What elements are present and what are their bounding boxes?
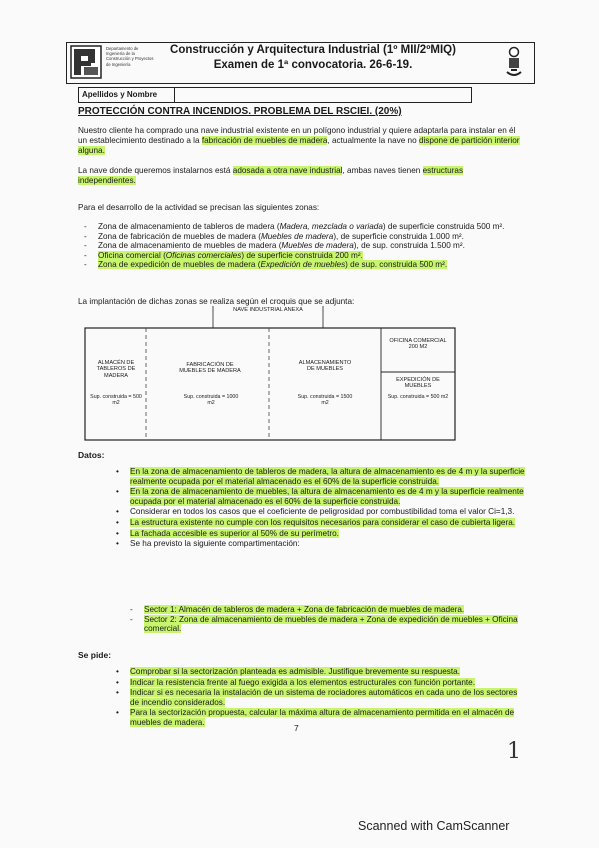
exam-title: Examen de 1ª convocatoria. 26-6-19.	[213, 59, 413, 71]
zones-list	[84, 222, 524, 270]
list-item: - Oficina comercial (Oficinas comerciales) de superficie construida 200 m².	[84, 251, 524, 261]
zone-label: FABRICACIÓN DE MUEBLES DE MADERA	[179, 362, 241, 375]
tasks-list	[116, 667, 526, 729]
list-item: • En la zona de almacenamiento de tableros de madera, la altura de almacenamiento es de 4 m y la superficie realmente ocupada por el material almacenado es el 60% de la superficie construida.	[116, 467, 526, 486]
handwritten-number: 1	[507, 739, 521, 764]
zone-label: OFICINA COMERCIAL 200 M2	[389, 338, 447, 351]
page-number: 7	[294, 723, 299, 733]
zone-label: EXPEDICIÓN DE MUEBLES	[396, 377, 440, 390]
zone-area: Sup. construida = 1500 m2	[297, 394, 353, 407]
zone-label: ALMACÉN DE TABLEROS DE MADERA	[96, 360, 136, 379]
intro-paragraph: Nuestro cliente ha comprado una nave industrial existente en un polígono industrial y quiere adaptarla para instalar en él un establecimiento destinado a la fabricación de muebles de madera, actualmente la nave no dispone de partición interior alguna.	[78, 126, 520, 156]
zone-area: Sup. construida = 1000 m2	[183, 394, 239, 407]
section-title: PROTECCIÓN CONTRA INCENDIOS. PROBLEMA DEL RSCIEI. (20%)	[78, 106, 402, 117]
list-item: • Considerar en todos los casos que el coeficiente de peligrosidad por combustibilidad toma el valor Ci=1,3.	[116, 507, 526, 517]
list-item: • Para la sectorización propuesta, calcular la máxima altura de almacenamiento permitida en el almacén de muebles de madera.	[116, 708, 526, 727]
course-title: Construcción y Arquitectura Industrial (1º MII/2ºMIQ)	[170, 44, 456, 56]
list-item: - Zona de almacenamiento de tableros de madera (Madera, mezclada o variada) de superficie construida 500 m².	[84, 222, 524, 232]
sector-list	[130, 605, 525, 634]
list-item: - Sector 2: Zona de almacenamiento de muebles de madera + Zona de expedición de muebles + Oficina comercial.	[130, 615, 525, 634]
sketch-intro: La implantación de dichas zonas se realiza según el croquis que se adjunta:	[78, 297, 355, 306]
scanner-watermark: Scanned with CamScanner	[358, 819, 510, 833]
department-name: Departamento de Ingeniería de la Construcción y Proyectos de Ingeniería	[106, 46, 154, 67]
tasks-heading: Se pide:	[78, 650, 112, 660]
person-icon	[503, 46, 525, 78]
list-item: • La fachada accesible es superior al 50% de su perímetro.	[116, 529, 526, 539]
zone-area: Sup. construida = 500 m2	[90, 394, 142, 407]
name-field[interactable]	[78, 87, 472, 103]
zone-area: Sup. construida = 500 m2	[387, 394, 449, 400]
list-item: • En la zona de almacenamiento de muebles, la altura de almacenamiento es de 4 m y la superficie realmente ocupada por el material almacenado es el 60% de la superficie construida.	[116, 487, 526, 506]
list-item: • Indicar la resistencia frente al fuego exigida a los elementos estructurales con función portante.	[116, 678, 526, 688]
data-list	[116, 467, 526, 550]
list-item: • Se ha previsto la siguiente compartimentación:	[116, 539, 526, 549]
zone-label: ALMACENAMIENTO DE MUEBLES	[298, 360, 352, 373]
floor-plan-sketch	[83, 306, 458, 446]
list-item: - Sector 1: Almacén de tableros de madera + Zona de fabricación de muebles de madera.	[130, 605, 525, 615]
list-item: - Zona de expedición de muebles de madera (Expedición de muebles) de sup. construida 500 m².	[84, 260, 524, 270]
neighbor-building-label: NAVE INDUSTRIAL ANEXA	[233, 307, 303, 313]
name-field-label: Apellidos y Nombre	[79, 88, 175, 102]
list-item: - Zona de fabricación de muebles de madera (Muebles de madera), de superficie construida 1.000 m².	[84, 232, 524, 242]
zones-intro: Para el desarrollo de la actividad se precisan las siguientes zonas:	[78, 203, 320, 212]
list-item: • Indicar si es necesaria la instalación de un sistema de rociadores automáticos en cada uno de los sectores de incendio considerados.	[116, 688, 526, 707]
location-paragraph: La nave donde queremos instalarnos está adosada a otra nave industrial, ambas naves tienen estructuras independientes.	[78, 166, 464, 186]
list-item: - Zona de almacenamiento de muebles de madera (Muebles de madera), de sup. construida 1.500 m².	[84, 241, 524, 251]
data-heading: Datos:	[78, 450, 105, 460]
list-item: • Comprobar si la sectorización planteada es admisible. Justifique brevemente su respuesta.	[116, 667, 526, 677]
list-item: • La estructura existente no cumple con los requisitos necesarios para considerar el caso de cubierta ligera.	[116, 518, 526, 528]
university-logo-icon	[70, 45, 102, 79]
